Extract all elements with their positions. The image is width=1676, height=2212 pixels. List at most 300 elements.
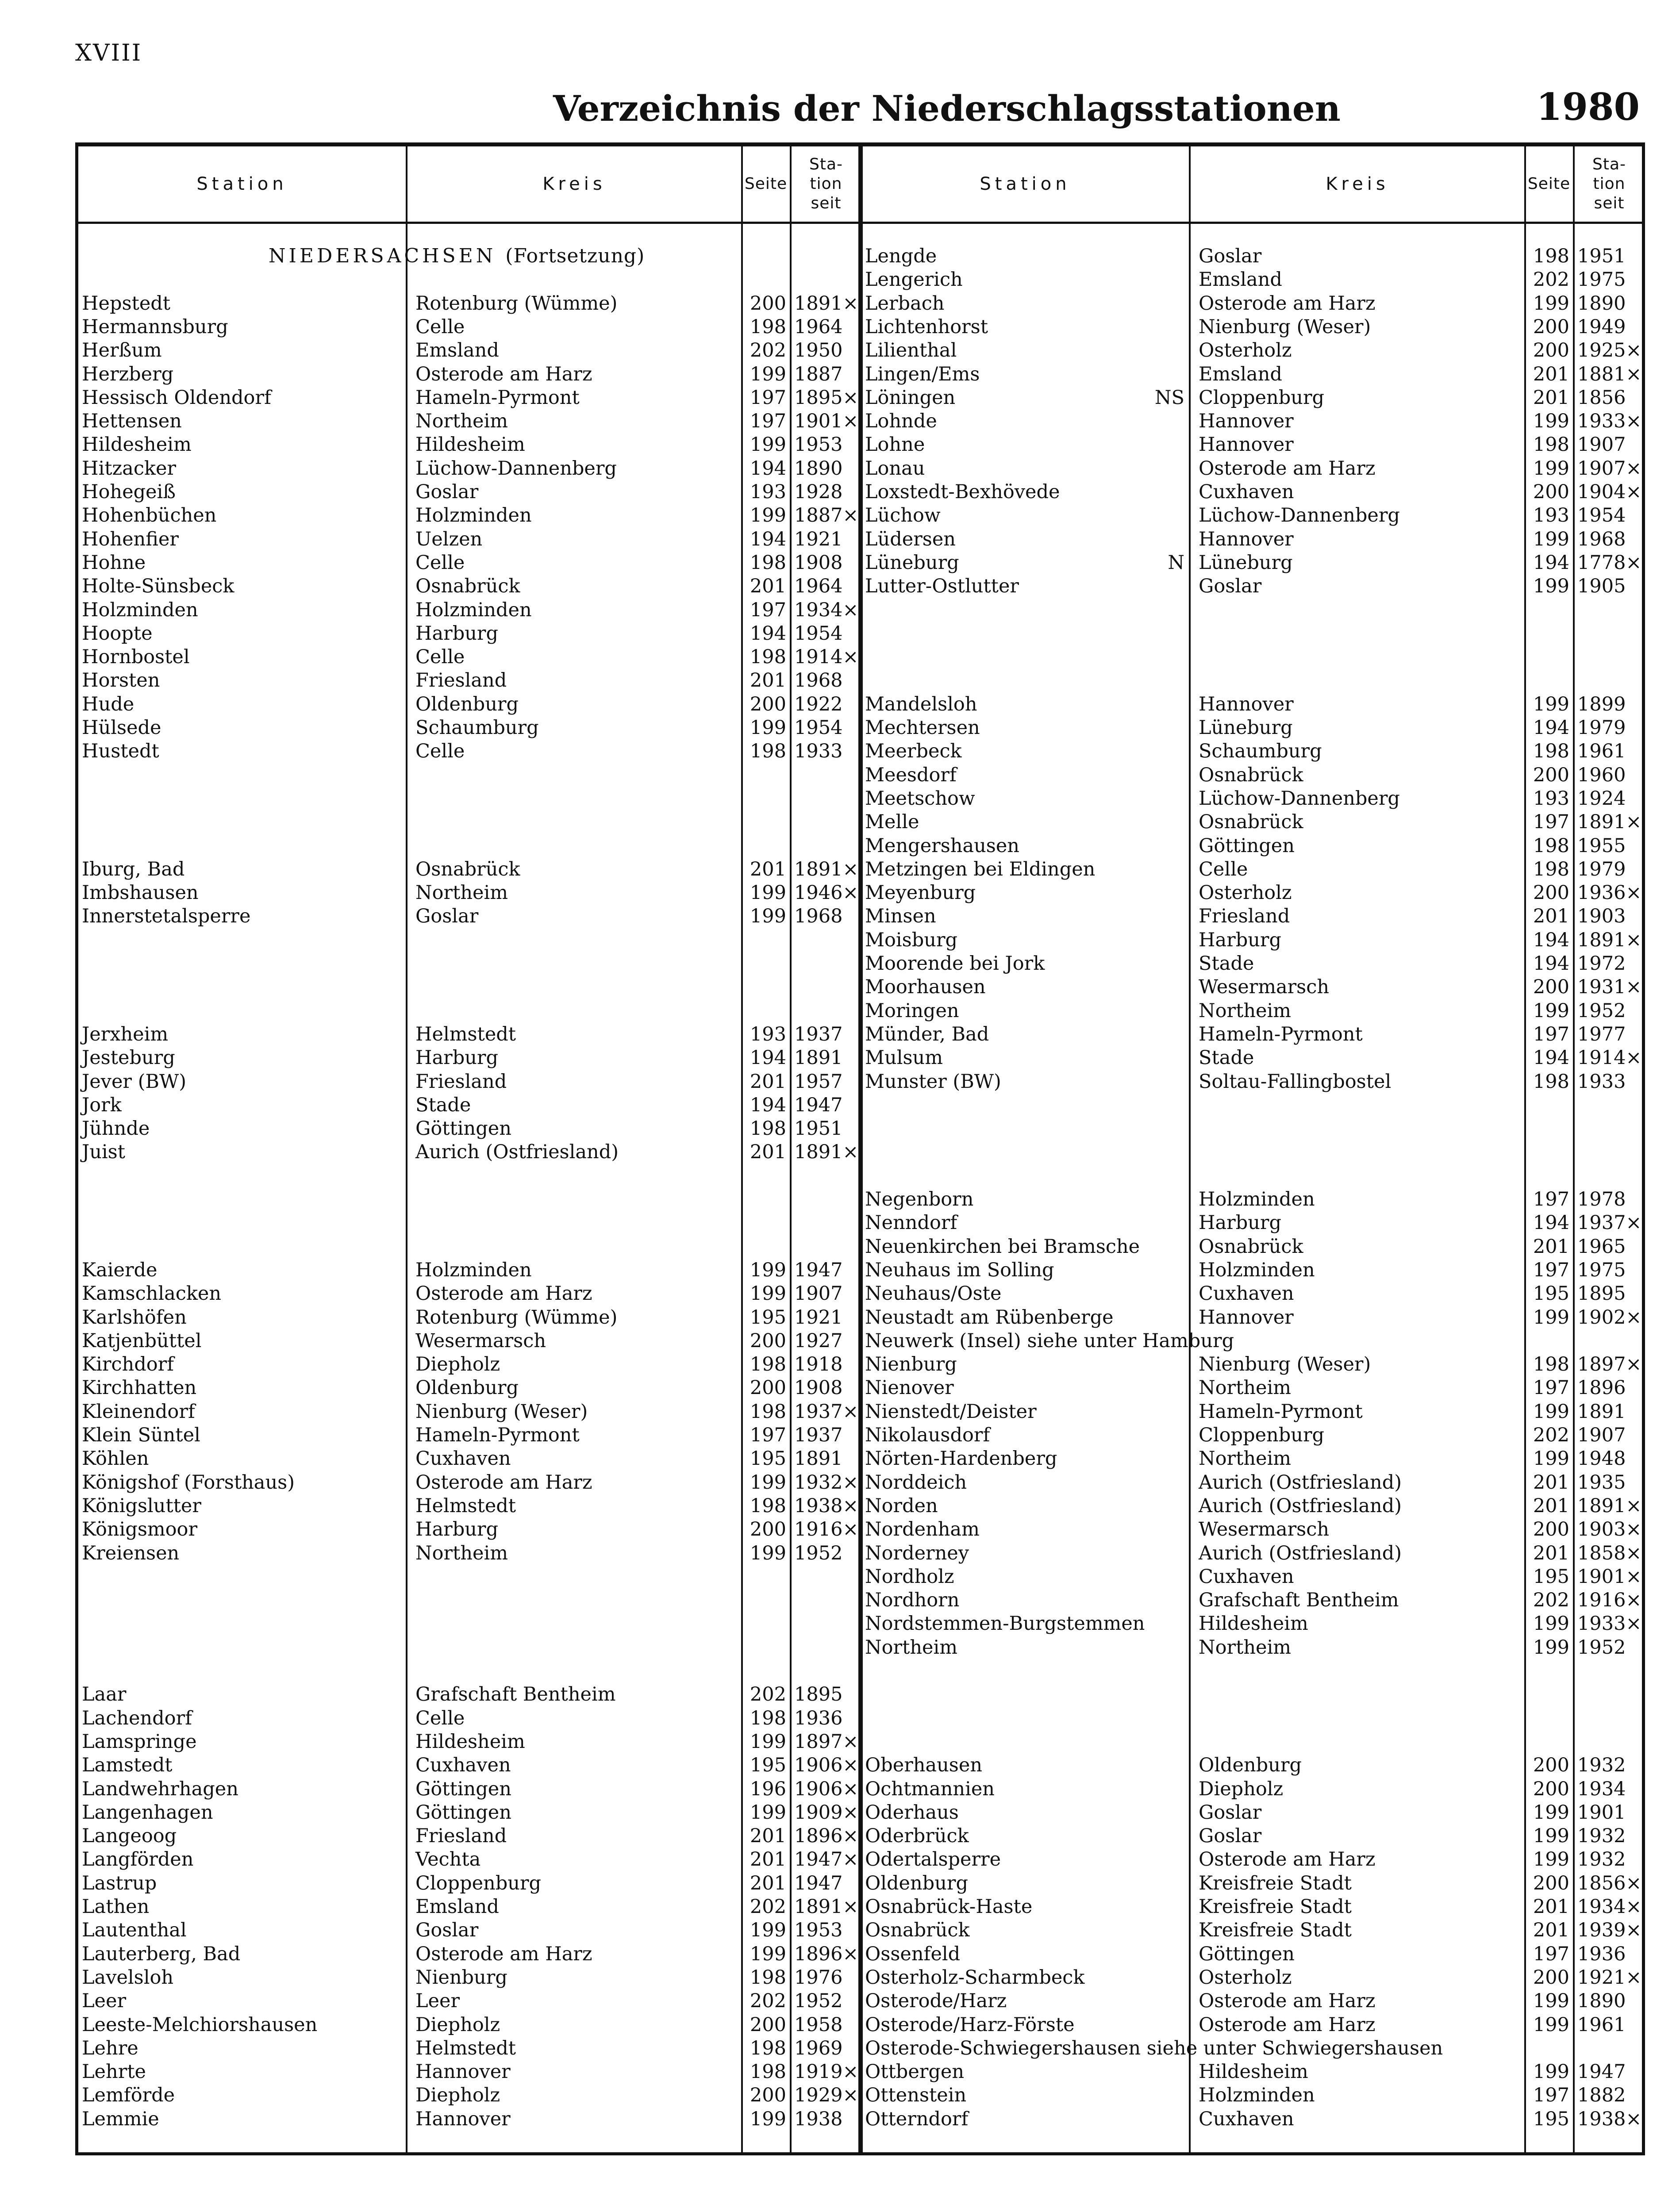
kreis-name: Osterode am Harz [1199,2013,1376,2036]
table-row [861,2084,1642,2107]
station-since-year: 1891 [1577,1400,1626,1423]
table-row [78,1447,860,1471]
station-name: Mengershausen [865,834,1019,857]
page-year: 1980 [1536,85,1640,129]
kreis-name: Stade [415,1094,471,1116]
table-row [78,716,860,740]
seite-value: 199 [750,1471,786,1494]
station-since-year: 1928 [794,481,843,503]
kreis-name: Diepholz [415,1353,500,1376]
station-since-year: 1932 [1577,1848,1626,1871]
station-since-year: 1952 [1577,1636,1626,1659]
kreis-name: Hildesheim [415,434,525,456]
station-since-year: 1947 [794,1259,843,1281]
station-since-year: 1905 [1577,575,1626,598]
station-name: Ochtmannien [865,1778,995,1800]
station-since-year: 1939× [1577,1919,1642,1942]
kreis-name: Osterode am Harz [415,363,592,385]
kreis-name: Göttingen [415,1118,511,1140]
station-since-year: 1902× [1577,1306,1642,1329]
table-row [861,1235,1642,1259]
kreis-name: Lüneburg [1199,717,1293,739]
kreis-name: Nienburg (Weser) [415,1400,588,1423]
section-name: NIEDERSACHSEN [269,245,496,267]
station-since-year: 1953 [794,434,843,456]
kreis-name: Aurich (Ostfriesland) [415,1141,619,1164]
table-row [78,315,860,339]
station-since-year: 1921 [794,528,843,550]
header-station: Station [980,174,1071,194]
kreis-name: Hildesheim [1199,2061,1308,2083]
station-name: Osterode/Harz [865,1990,1007,2012]
seite-value: 199 [750,1259,786,1281]
seite-value: 195 [750,1448,786,1470]
station-name: Lastrup [82,1872,157,1894]
kreis-name: Osterode am Harz [1199,1848,1376,1871]
station-since-year: 1856× [1577,1872,1642,1894]
kreis-name: Celle [415,551,465,574]
table-row [861,504,1642,527]
station-since-year: 1935 [1577,1471,1626,1494]
station-since-year: 1932× [794,1471,859,1494]
kreis-name: Grafschaft Bentheim [1199,1589,1399,1612]
header-station: Station [196,174,288,194]
station-name: Hessisch Oldendorf [82,386,271,409]
table-row [78,1848,860,1871]
table-row [861,1494,1642,1518]
seite-value: 194 [750,1047,786,1069]
station-since-year: 1953 [794,1919,843,1942]
station-since-year: 1977 [1577,1023,1626,1045]
station-since-year: 1916× [794,1518,859,1541]
station-since-year: 1938 [794,2108,843,2130]
station-name: Neuenkirchen bei Bramsche [865,1235,1140,1258]
kreis-name: Emsland [1199,269,1282,291]
kreis-name: Helmstedt [415,1023,516,1045]
station-since-year: 1938× [1577,2108,1642,2130]
seite-value: 198 [750,1707,786,1729]
table-row [861,834,1642,858]
station-since-year: 1937× [794,1400,859,1423]
table-row [78,740,860,763]
table-row [861,810,1642,834]
kreis-name: Stade [1199,952,1254,975]
station-name: Lavelsloh [82,1966,174,1989]
station-since-year: 1908 [794,551,843,574]
table-row [861,2108,1642,2131]
table-row [78,504,860,527]
table-row [861,1754,1642,1777]
station-name: Ottbergen [865,2061,965,2083]
table-row [78,339,860,362]
station-name: Lengerich [865,269,963,291]
seite-value: 198 [1533,1353,1569,1376]
station-since-year: 1969 [794,2037,843,2059]
kreis-name: Lüneburg [1199,551,1293,574]
seite-value: 194 [1533,717,1569,739]
station-since-year: 1946× [794,882,859,904]
seite-value: 199 [1533,292,1569,315]
seite-value: 199 [1533,528,1569,550]
station-name: Negenborn [865,1188,974,1210]
table-row [78,363,860,386]
station-since-year: 1936 [794,1707,843,1729]
kreis-name: Hannover [1199,434,1294,456]
station-since-year: 1934× [794,599,859,621]
station-name: Juist [82,1141,126,1164]
station-since-year: 1947 [1577,2061,1626,2083]
seite-value: 199 [1533,1825,1569,1847]
kreis-name: Northeim [1199,1636,1292,1659]
kreis-name: Holzminden [415,504,532,527]
station-since-year: 1914× [794,646,859,668]
seite-value: 199 [750,905,786,928]
station-name: Karlshöfen [82,1306,187,1329]
station-since-year: 1947 [794,1872,843,1894]
kreis-name: Wesermarsch [415,1329,546,1352]
station-name: Minsen [865,905,936,928]
station-name: Nordholz [865,1565,954,1588]
seite-value: 201 [750,575,786,598]
table-row [78,1707,860,1730]
station-since-year: 1952 [1577,999,1626,1022]
kreis-name: Holzminden [1199,1188,1315,1210]
kreis-name: Harburg [1199,1212,1281,1234]
kreis-name: Diepholz [415,2013,500,2036]
station-since-year: 1936 [1577,1943,1626,1965]
kreis-name: Goslar [1199,245,1262,267]
station-name: Jork [82,1094,122,1116]
kreis-name: Soltau-Fallingbostel [1199,1070,1392,1093]
kreis-name: Kreisfreie Stadt [1199,1919,1352,1942]
station-since-year: 1903 [1577,905,1626,928]
seite-value: 197 [750,410,786,433]
kreis-name: Diepholz [1199,1778,1284,1800]
table-row [861,575,1642,598]
seite-value: 194 [750,528,786,550]
kreis-name: Goslar [1199,575,1262,598]
station-since-year: 1906× [794,1754,859,1777]
seite-value: 201 [750,858,786,880]
seite-value: 197 [1533,1259,1569,1281]
station-since-year: 1976 [794,1966,843,1989]
table-row [78,645,860,669]
kreis-name: Cloppenburg [415,1872,542,1894]
seite-value: 197 [750,386,786,409]
kreis-name: Osnabrück [1199,764,1303,786]
seite-value: 196 [750,1778,786,1800]
table-row [78,1376,860,1400]
station-name: Lehre [82,2037,138,2059]
table-row [861,1848,1642,1871]
station-name: Hornbostel [82,646,190,668]
station-name: Jerxheim [82,1023,169,1045]
table-row [78,622,860,645]
station-since-year: 1933 [1577,1070,1626,1093]
seite-value: 194 [1533,929,1569,951]
station-since-year: 1856 [1577,386,1626,409]
seite-value: 201 [1533,363,1569,385]
station-since-year: 1924 [1577,787,1626,810]
station-name: Nörten-Hardenberg [865,1448,1057,1470]
station-since-year: 1968 [794,905,843,928]
kreis-name: Goslar [415,1919,479,1942]
station-name: Löningen [865,386,956,409]
table-row [861,268,1642,292]
station-since-year: 1968 [1577,528,1626,550]
station-since-year: 1897× [1577,1353,1642,1376]
seite-value: 195 [750,1754,786,1777]
station-name: Horsten [82,669,160,692]
kreis-name: Göttingen [415,1778,511,1800]
station-since-year: 1891× [1577,811,1642,833]
station-since-year: 1914× [1577,1047,1642,1069]
kreis-name: Rotenburg (Wümme) [415,1306,618,1329]
table-row [861,339,1642,362]
table-row [861,1518,1642,1541]
station-name: Nienover [865,1377,954,1399]
kreis-name: Grafschaft Bentheim [415,1683,616,1706]
seite-value: 200 [750,1518,786,1541]
station-since-year: 1964 [794,315,843,338]
station-since-year: 1890 [1577,1990,1626,2012]
kreis-name: Cuxhaven [415,1754,511,1777]
table-row [861,480,1642,504]
seite-value: 199 [750,882,786,904]
header-rule [78,222,860,224]
seite-value: 199 [1533,2061,1569,2083]
seite-value: 202 [750,1683,786,1706]
kreis-name: Lüchow-Dannenberg [415,457,617,480]
kreis-name: Kreisfreie Stadt [1199,1872,1352,1894]
kreis-name: Emsland [415,339,499,362]
table-row [861,1424,1642,1447]
kreis-name: Emsland [1199,363,1282,385]
station-name: Neuhaus/Oste [865,1283,1002,1305]
table-row [861,433,1642,457]
table-row [78,528,860,551]
seite-value: 199 [1533,457,1569,480]
seite-value: 199 [1533,1801,1569,1824]
table-row [861,1824,1642,1848]
kreis-name: Lüchow-Dannenberg [1199,787,1400,810]
station-name: Moringen [865,999,959,1022]
seite-value: 202 [1533,1589,1569,1612]
kreis-name: Goslar [415,905,479,928]
seite-value: 201 [750,1141,786,1164]
table-row [861,905,1642,928]
kreis-name: Osterholz [1199,339,1292,362]
kreis-name: Northeim [1199,1448,1292,1470]
station-since-year: 1891× [794,292,859,315]
seite-value: 200 [1533,1872,1569,1894]
kreis-name: Goslar [415,481,479,503]
station-since-year: 1919× [794,2061,859,2083]
station-name: Nienstedt/Deister [865,1400,1037,1423]
station-name: Norden [865,1494,938,1517]
seite-value: 200 [750,2084,786,2107]
table-row [861,1778,1642,1801]
kreis-name: Göttingen [1199,1943,1295,1965]
station-name: Lutter-Ostlutter [865,575,1019,598]
seite-value: 200 [1533,1754,1569,1777]
seite-value: 197 [1533,1188,1569,1210]
station-name: Lamstedt [82,1754,173,1777]
station-name: Lüchow [865,504,941,527]
seite-value: 198 [750,1118,786,1140]
station-since-year: 1950 [794,339,843,362]
station-since-year: 1896× [794,1943,859,1965]
station-since-year: 1951 [1577,245,1626,267]
station-name: Langeoog [82,1825,177,1847]
kreis-name: Osterholz [1199,1966,1292,1989]
kreis-name: Holzminden [1199,1259,1315,1281]
kreis-name: Cuxhaven [415,1448,511,1470]
table-row [861,363,1642,386]
kreis-name: Hannover [1199,1306,1294,1329]
seite-value: 199 [750,363,786,385]
station-name: Lohnde [865,410,937,433]
table-row [78,2060,860,2084]
station-name: Hohegeiß [82,481,176,503]
station-name: Hettensen [82,410,182,433]
kreis-name: Northeim [415,410,508,433]
table-row [78,881,860,905]
station-name: Osterode-Schwiegershausen siehe unter Schwiegershausen [865,2037,1443,2059]
station-name: Nordstemmen-Burgstemmen [865,1613,1145,1635]
station-name: Lichtenhorst [865,315,988,338]
station-since-year: 1937× [1577,1212,1642,1234]
table-row [78,2037,860,2060]
kreis-name: Emsland [415,1896,499,1918]
station-since-year: 1891× [1577,1494,1642,1517]
station-name: Holte-Sünsbeck [82,575,234,598]
seite-value: 198 [1533,434,1569,456]
station-name: Lonau [865,457,925,480]
table-row [861,292,1642,315]
station-since-year: 1904× [1577,481,1642,503]
seite-value: 201 [1533,1896,1569,1918]
station-name: Hohne [82,551,146,574]
kreis-name: Göttingen [415,1801,511,1824]
kreis-name: Celle [1199,858,1248,880]
table-row [861,551,1642,575]
station-name: Ottenstein [865,2084,967,2107]
station-name: Herzberg [82,363,174,385]
station-since-year: 1949 [1577,315,1626,338]
station-since-year: 1891 [794,1047,843,1069]
table-row [78,457,860,480]
kreis-name: Friesland [415,1070,507,1093]
seite-value: 199 [750,1283,786,1305]
table-row [78,433,860,457]
station-since-year: 1921× [1577,1966,1642,1989]
station-name: Hoopte [82,622,153,645]
table-row [78,480,860,504]
kreis-name: Cloppenburg [1199,386,1325,409]
station-since-year: 1947 [794,1094,843,1116]
kreis-name: Diepholz [415,2084,500,2107]
seite-value: 195 [1533,1565,1569,1588]
kreis-name: Osnabrück [415,858,520,880]
table-row [861,1471,1642,1494]
kreis-name: Osterode am Harz [415,1471,592,1494]
seite-value: 200 [1533,882,1569,904]
table-row [861,693,1642,716]
station-since-year: 1979 [1577,717,1626,739]
station-name: Kreiensen [82,1542,180,1564]
seite-value: 199 [1533,1848,1569,1871]
station-name: Lüdersen [865,528,956,550]
table-row [78,1778,860,1801]
station-since-year: 1896 [1577,1377,1626,1399]
kreis-name: Harburg [415,622,498,645]
station-since-year: 1895 [794,1683,843,1706]
seite-value: 199 [1533,1990,1569,2012]
table-row [861,1188,1642,1211]
table-row [861,787,1642,810]
station-name: Northeim [865,1636,958,1659]
table-row [78,1046,860,1070]
station-since-year: 1925× [1577,339,1642,362]
station-name: Oldenburg [865,1872,968,1894]
station-name: Hermannsburg [82,315,228,338]
station-name: Laar [82,1683,127,1706]
table-row [78,1730,860,1754]
station-since-year: 1907× [1577,457,1642,480]
station-name: Neustadt am Rübenberge [865,1306,1114,1329]
table-row [78,1023,860,1046]
station-since-year: 1958 [794,2013,843,2036]
table-row [861,858,1642,881]
station-name: Köhlen [82,1448,149,1470]
seite-value: 198 [750,1400,786,1423]
station-name: Mulsum [865,1047,943,1069]
seite-value: 193 [750,1023,786,1045]
seite-value: 200 [750,292,786,315]
kreis-name: Osterode am Harz [415,1943,592,1965]
table-row [861,1353,1642,1376]
table-row [78,386,860,410]
station-since-year: 1955 [1577,834,1626,857]
kreis-name: Nienburg (Weser) [1199,1353,1371,1376]
station-tag: N [1168,551,1184,574]
table-row [78,2013,860,2037]
station-since-year: 1899 [1577,693,1626,715]
table-row [78,1966,860,1989]
station-name: Moorende bei Jork [865,952,1045,975]
station-since-year: 1881× [1577,363,1642,385]
table-row [78,693,860,716]
station-name: Osterode/Harz-Förste [865,2013,1075,2036]
kreis-name: Hameln-Pyrmont [1199,1400,1363,1423]
station-name: Langenhagen [82,1801,213,1824]
station-since-year: 1858× [1577,1542,1642,1564]
kreis-name: Harburg [1199,929,1281,951]
seite-value: 202 [750,1990,786,2012]
table-row [78,858,860,881]
seite-value: 194 [1533,1212,1569,1234]
header-rule [861,222,1642,224]
station-name: Mandelsloh [865,693,977,715]
station-name: Metzingen bei Eldingen [865,858,1096,880]
kreis-name: Hameln-Pyrmont [415,386,580,409]
station-since-year: 1933× [1577,1613,1642,1635]
station-since-year: 1891× [794,858,859,880]
table-row [78,2084,860,2107]
station-since-year: 1936× [1577,882,1642,904]
kreis-name: Lüchow-Dannenberg [1199,504,1400,527]
